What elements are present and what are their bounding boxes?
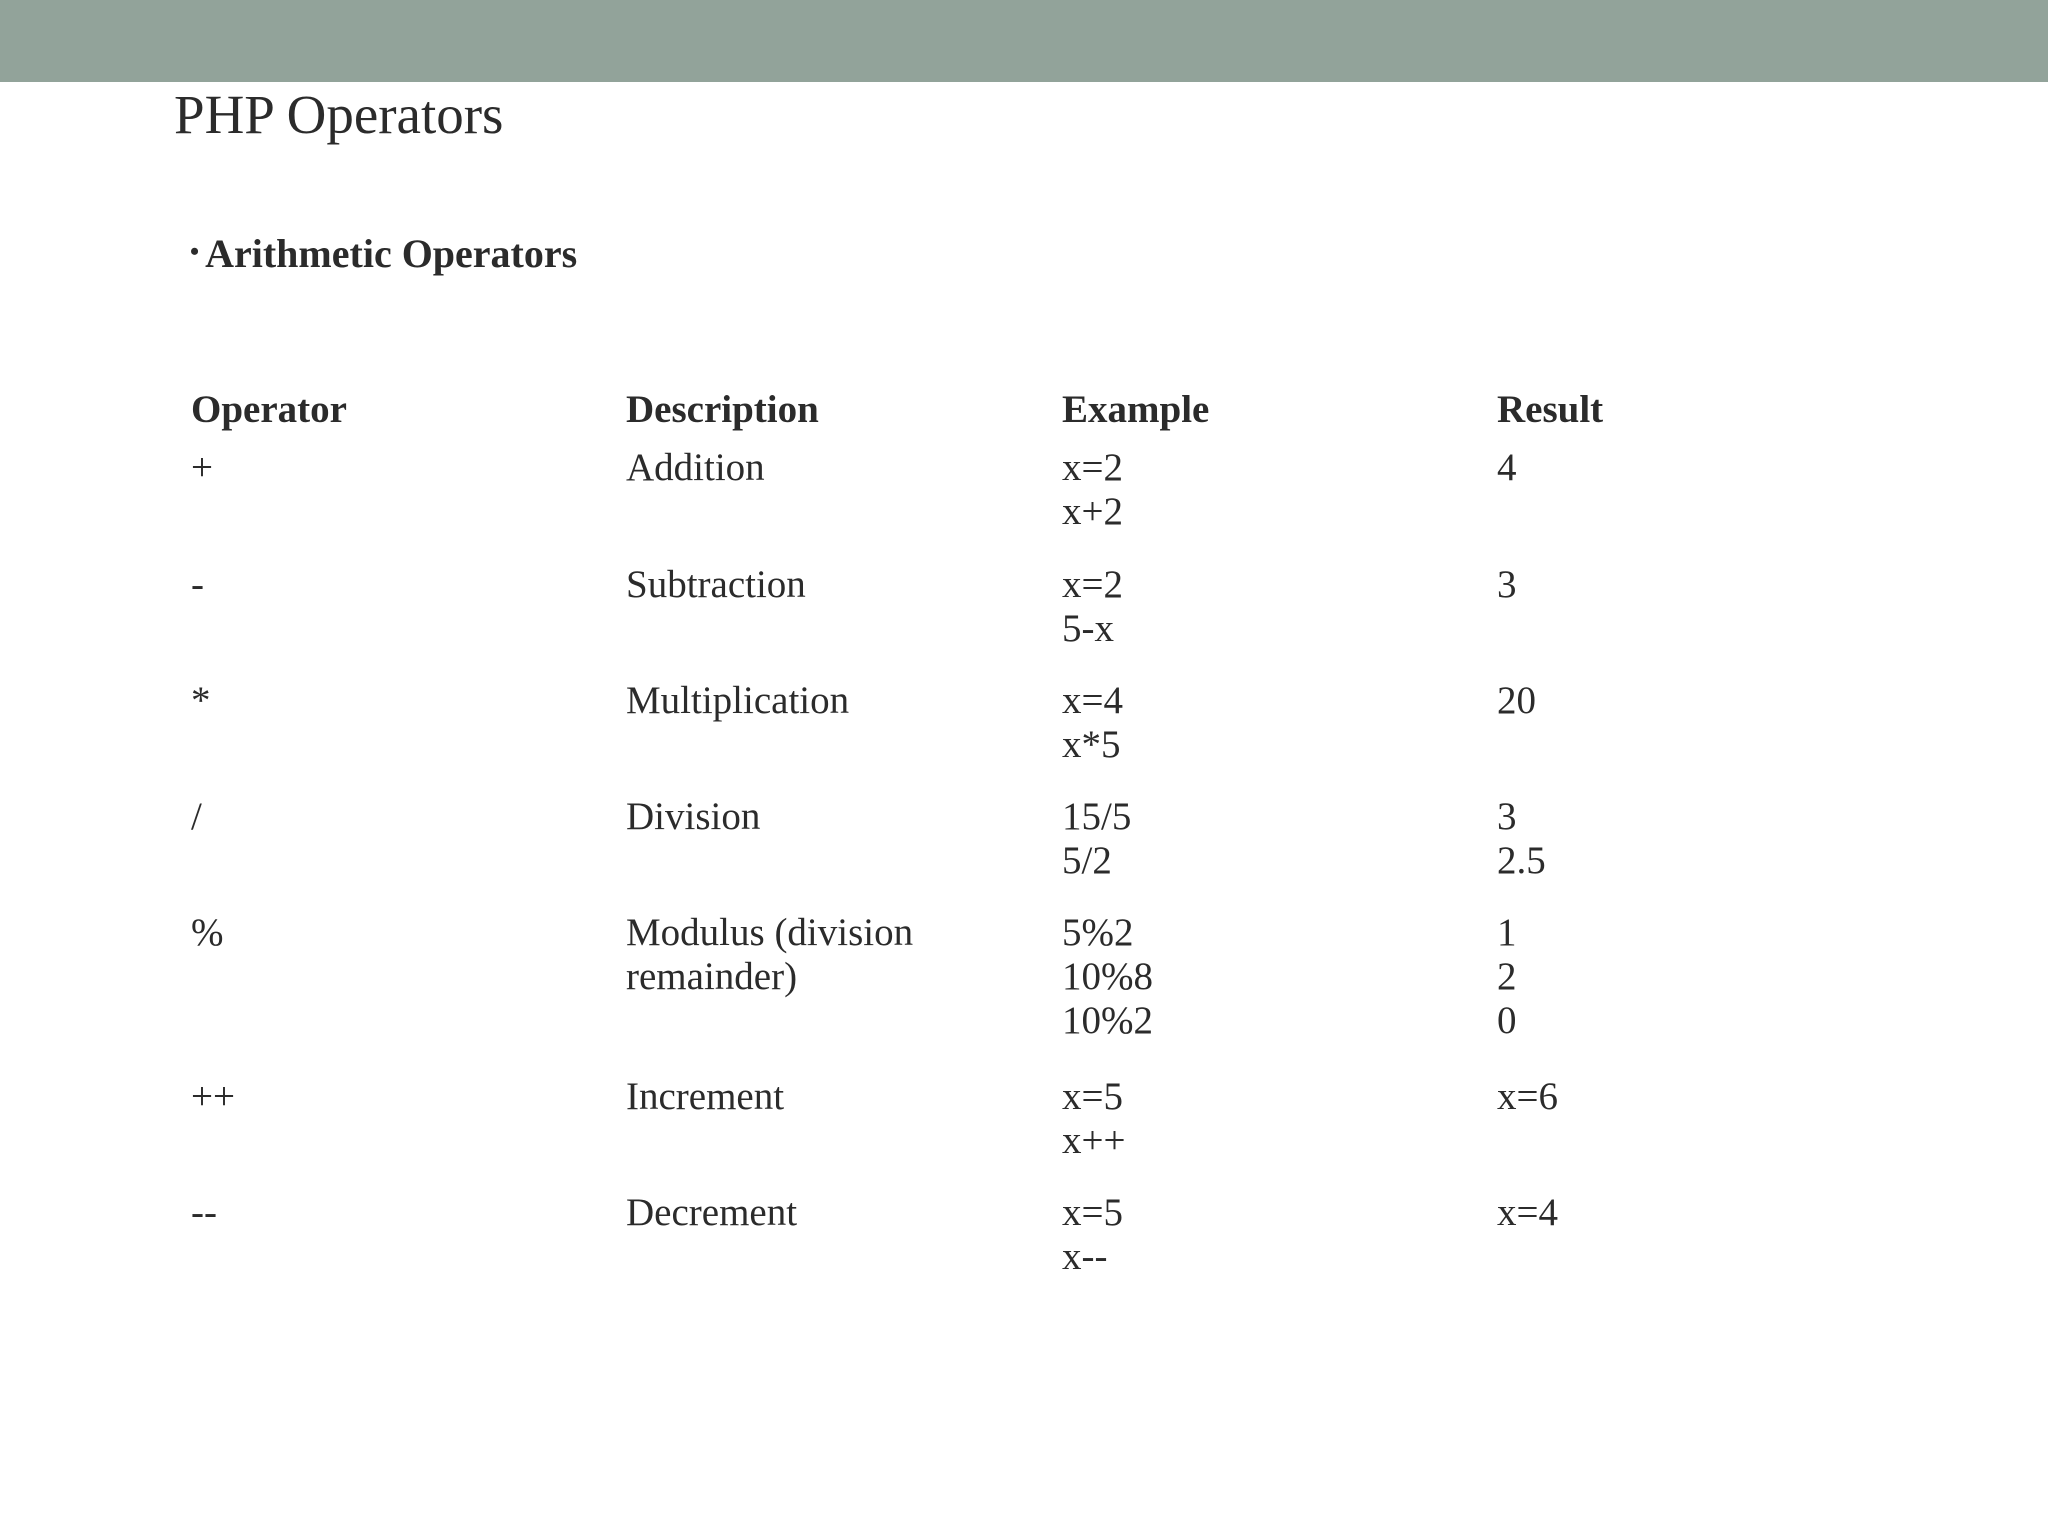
slide-header-bar (0, 0, 2048, 82)
cell-example: x=2 5-x (1062, 563, 1123, 650)
cell-result: x=4 (1497, 1191, 1558, 1234)
cell-operator: -- (191, 1191, 217, 1234)
table-row (191, 563, 1891, 679)
cell-result: 3 2.5 (1497, 795, 1546, 882)
cell-example: 5%2 10%8 10%2 (1062, 911, 1153, 1042)
cell-operator: + (191, 446, 213, 489)
cell-operator: % (191, 911, 224, 954)
slide-title: PHP Operators (174, 84, 504, 145)
cell-result: 3 (1497, 563, 1517, 606)
cell-result: 20 (1497, 679, 1536, 722)
cell-example: x=4 x*5 (1062, 679, 1123, 766)
cell-description: Decrement (626, 1191, 798, 1234)
header-description: Description (626, 388, 819, 431)
bullet-dot-icon: • (190, 237, 200, 266)
cell-result: x=6 (1497, 1075, 1558, 1118)
operators-table (191, 384, 1891, 1291)
cell-operator: / (191, 795, 202, 838)
cell-description: Addition (626, 446, 765, 489)
table-row (191, 1075, 1891, 1191)
table-header-row (191, 384, 1891, 442)
bullet-text: Arithmetic Operators (205, 231, 578, 276)
cell-operator: * (191, 679, 211, 722)
cell-result: 1 2 0 (1497, 911, 1517, 1042)
table-row (191, 679, 1891, 795)
bullet-item (190, 226, 577, 282)
header-operator: Operator (191, 388, 347, 431)
cell-description: Increment (626, 1075, 785, 1118)
table-row (191, 1191, 1891, 1291)
cell-result: 4 (1497, 446, 1517, 489)
table-row (191, 911, 1891, 1075)
table-row (191, 446, 1891, 563)
cell-description: Modulus (division remainder) (626, 911, 914, 998)
cell-description: Division (626, 795, 761, 838)
table-row (191, 795, 1891, 911)
cell-operator: ++ (191, 1075, 235, 1118)
cell-example: x=5 x++ (1062, 1075, 1126, 1162)
header-result: Result (1497, 388, 1604, 431)
cell-example: 15/5 5/2 (1062, 795, 1132, 882)
cell-description: Subtraction (626, 563, 806, 606)
cell-example: x=2 x+2 (1062, 446, 1123, 533)
header-example: Example (1062, 388, 1210, 431)
cell-description: Multiplication (626, 679, 850, 722)
cell-example: x=5 x-- (1062, 1191, 1123, 1278)
cell-operator: - (191, 563, 204, 606)
